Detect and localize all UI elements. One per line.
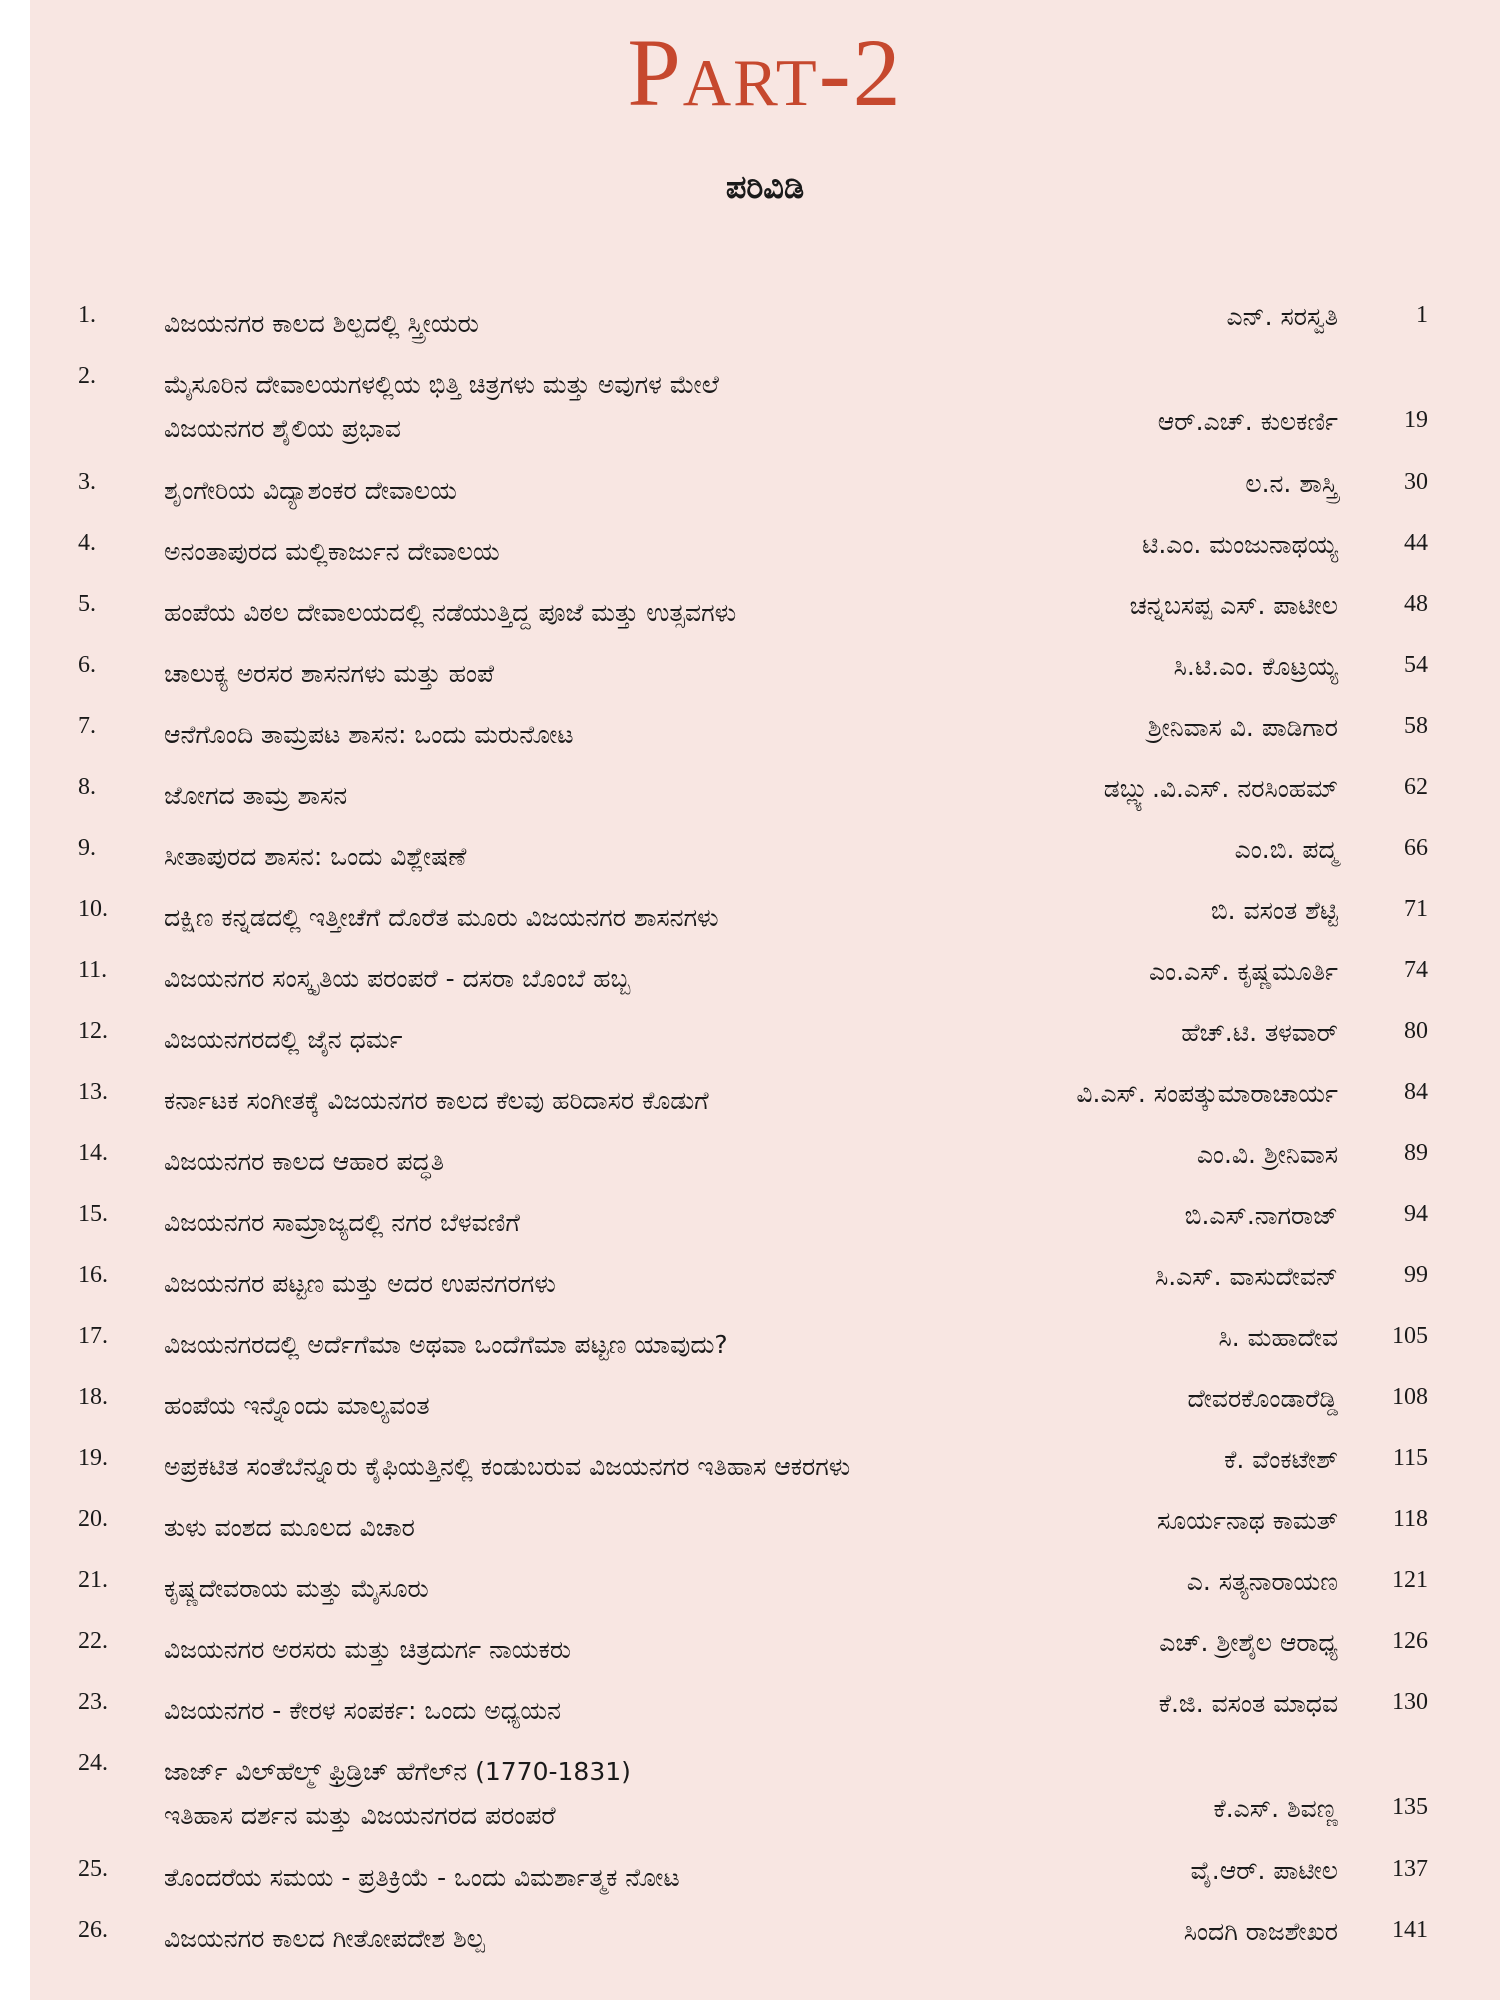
entry-title-line: ಹಂಪೆಯ ಇನ್ನೊಂದು ಮಾಲ್ಯವಂತ [164, 1391, 430, 1420]
table-of-contents [78, 290, 1428, 1966]
entry-page-number: 19 [1404, 407, 1428, 433]
entry-title [164, 896, 1044, 940]
entry-title-line: ವಿಜಯನಗರ ಸಾಮ್ರಾಜ್ಯದಲ್ಲಿ ನಗರ ಬೆಳವಣಿಗೆ [164, 1208, 520, 1237]
entry-title [164, 1201, 1044, 1245]
toc-entry [78, 1189, 1428, 1250]
entry-title-line: ಶೃಂಗೇರಿಯ ವಿದ್ಯಾಶಂಕರ ದೇವಾಲಯ [164, 476, 457, 505]
entry-page-number: 130 [1392, 1689, 1428, 1715]
entry-number: 10. [78, 896, 108, 922]
part-title: Part-2 [627, 19, 903, 126]
toc-entry [78, 351, 1428, 457]
entry-title [164, 530, 1044, 574]
entry-number: 6. [78, 652, 96, 678]
entry-number: 20. [78, 1506, 108, 1532]
entry-author: ಕೆ.ಎಸ್. ಶಿವಣ್ಣ [1213, 1794, 1338, 1823]
toc-entry [78, 1128, 1428, 1189]
entry-title-line: ಇತಿಹಾಸ ದರ್ಶನ ಮತ್ತು ವಿಜಯನಗರದ ಪರಂಪರೆ [164, 1801, 556, 1830]
entry-page-number: 121 [1392, 1567, 1428, 1593]
toc-entry [78, 579, 1428, 640]
entry-title-line: ವಿಜಯನಗರ - ಕೇರಳ ಸಂಪರ್ಕ: ಒಂದು ಅಧ್ಯಯನ [164, 1696, 562, 1725]
entry-title-line: ಚಾಲುಕ್ಯ ಅರಸರ ಶಾಸನಗಳು ಮತ್ತು ಹಂಪೆ [164, 659, 495, 688]
entry-author: ಬಿ. ವಸಂತ ಶೆಟ್ಟಿ [1210, 896, 1338, 925]
entry-author: ಎಂ.ವಿ. ಶ್ರೀನಿವಾಸ [1196, 1140, 1338, 1169]
entry-title [164, 363, 1044, 451]
entry-title-line: ವಿಜಯನಗರದಲ್ಲಿ ಜೈನ ಧರ್ಮ [164, 1025, 403, 1054]
entry-title [164, 1079, 1044, 1123]
entry-title-line: ವಿಜಯನಗರದಲ್ಲಿ ಅರ್ದೆಗೆಮಾ ಅಥವಾ ಒಂದೆಗೆಮಾ ಪಟ್ಟಣ ಯಾವುದು? [164, 1330, 728, 1359]
toc-entry [78, 1006, 1428, 1067]
toc-entry [78, 518, 1428, 579]
toc-entry [78, 290, 1428, 351]
entry-page-number: 48 [1404, 591, 1428, 617]
entry-page-number: 105 [1392, 1323, 1428, 1349]
entry-page-number: 74 [1404, 957, 1428, 983]
entry-title [164, 1689, 1044, 1733]
entry-author: ಸಿಂದಗಿ ರಾಜಶೇಖರ [1183, 1917, 1338, 1946]
entry-title [164, 774, 1044, 818]
entry-number: 17. [78, 1323, 108, 1349]
entry-title-line: ಅನಂತಾಪುರದ ಮಲ್ಲಿಕಾರ್ಜುನ ದೇವಾಲಯ [164, 537, 500, 566]
toc-entry [78, 701, 1428, 762]
entry-title-line: ವಿಜಯನಗರ ಕಾಲದ ಆಹಾರ ಪದ್ಧತಿ [164, 1147, 444, 1176]
entry-title [164, 713, 1044, 757]
entry-number: 26. [78, 1917, 108, 1943]
entry-author: ಆರ್.ಎಚ್. ಕುಲಕರ್ಣಿ [1157, 407, 1338, 436]
toc-entry [78, 762, 1428, 823]
entry-number: 24. [78, 1750, 108, 1776]
entry-title [164, 1262, 1044, 1306]
entry-author: ವೈ.ಆರ್. ಪಾಟೀಲ [1190, 1856, 1338, 1885]
entry-number: 2. [78, 363, 96, 389]
entry-author: ಎಂ.ಬಿ. ಪದ್ಮ [1234, 835, 1338, 864]
entry-author: ವಿ.ಎಸ್. ಸಂಪತ್ಕುಮಾರಾಚಾರ್ಯ [1076, 1079, 1338, 1108]
entry-page-number: 118 [1392, 1506, 1428, 1532]
entry-title-line: ದಕ್ಷಿಣ ಕನ್ನಡದಲ್ಲಿ ಇತ್ತೀಚೆಗೆ ದೊರೆತ ಮೂರು ವಿಜಯನಗರ ಶಾಸನಗಳು [164, 903, 719, 932]
entry-title-line: ವಿಜಯನಗರ ಪಟ್ಟಣ ಮತ್ತು ಅದರ ಉಪನಗರಗಳು [164, 1269, 556, 1298]
entry-author: ಎ. ಸತ್ಯನಾರಾಯಣ [1186, 1567, 1338, 1596]
entry-author: ಡಬ್ಲ್ಯು.ವಿ.ಎಸ್. ನರಸಿಂಹಮ್ [1103, 774, 1338, 803]
entry-title-line: ಜೋಗದ ತಾಮ್ರ ಶಾಸನ [164, 781, 348, 810]
toc-entry [78, 1844, 1428, 1905]
entry-title [164, 1917, 1044, 1961]
entry-title-line: ಕೃಷ್ಣದೇವರಾಯ ಮತ್ತು ಮೈಸೂರು [164, 1574, 429, 1603]
entry-number: 16. [78, 1262, 108, 1288]
entry-page-number: 84 [1404, 1079, 1428, 1105]
entry-page-number: 126 [1392, 1628, 1428, 1654]
entry-author: ಸಿ. ಮಹಾದೇವ [1218, 1323, 1338, 1352]
toc-entry [78, 1311, 1428, 1372]
toc-entry [78, 1067, 1428, 1128]
toc-entry [78, 457, 1428, 518]
entry-title [164, 1323, 1044, 1367]
entry-page-number: 137 [1392, 1856, 1428, 1882]
entry-page-number: 58 [1404, 713, 1428, 739]
toc-entry [78, 640, 1428, 701]
entry-page-number: 54 [1404, 652, 1428, 678]
page-margin [0, 0, 30, 2000]
entry-title [164, 1445, 1044, 1489]
entry-title-line: ವಿಜಯನಗರ ಸಂಸ್ಕೃತಿಯ ಪರಂಪರೆ - ದಸರಾ ಬೊಂಬೆ ಹಬ್ಬ [164, 964, 631, 993]
entry-author: ಟಿ.ಎಂ. ಮಂಜುನಾಥಯ್ಯ [1142, 530, 1338, 559]
entry-title [164, 1384, 1044, 1428]
entry-page-number: 44 [1404, 530, 1428, 556]
entry-title [164, 957, 1044, 1001]
entry-title-line: ವಿಜಯನಗರ ಕಾಲದ ಶಿಲ್ಪದಲ್ಲಿ ಸ್ತ್ರೀಯರು [164, 309, 479, 338]
entry-number: 19. [78, 1445, 108, 1471]
entry-page-number: 108 [1392, 1384, 1428, 1410]
entry-number: 7. [78, 713, 96, 739]
entry-number: 21. [78, 1567, 108, 1593]
entry-title [164, 469, 1044, 513]
entry-number: 13. [78, 1079, 108, 1105]
entry-title [164, 1018, 1044, 1062]
entry-number: 3. [78, 469, 96, 495]
entry-number: 9. [78, 835, 96, 861]
entry-number: 4. [78, 530, 96, 556]
entry-author: ಸಿ.ಎಸ್. ವಾಸುದೇವನ್ [1154, 1262, 1338, 1291]
entry-author: ಚನ್ನಬಸಪ್ಪ ಎಸ್. ಪಾಟೀಲ [1129, 591, 1338, 620]
entry-number: 8. [78, 774, 96, 800]
entry-title-line: ಅಪ್ರಕಟಿತ ಸಂತೆಬೆನ್ನೂರು ಕೈಫಿಯತ್ತಿನಲ್ಲಿ ಕಂಡುಬರುವ ವಿಜಯನಗರ ಇತಿಹಾಸ ಆಕರಗಳು [164, 1452, 851, 1481]
toc-entry [78, 823, 1428, 884]
entry-page-number: 30 [1404, 469, 1428, 495]
entry-author: ಬಿ.ಎಸ್.ನಾಗರಾಜ್ [1184, 1201, 1338, 1230]
entry-page-number: 1 [1416, 302, 1428, 328]
entry-page-number: 89 [1404, 1140, 1428, 1166]
toc-entry [78, 1677, 1428, 1738]
entry-page-number: 99 [1404, 1262, 1428, 1288]
entry-author: ಎಂ.ಎಸ್. ಕೃಷ್ಣಮೂರ್ತಿ [1148, 957, 1338, 986]
entry-number: 22. [78, 1628, 108, 1654]
toc-entry [78, 1494, 1428, 1555]
entry-title-line: ವಿಜಯನಗರ ಶೈಲಿಯ ಪ್ರಭಾವ [164, 414, 401, 443]
entry-page-number: 94 [1404, 1201, 1428, 1227]
entry-author: ದೇವರಕೊಂಡಾರೆಡ್ಡಿ [1187, 1384, 1338, 1413]
entry-page-number: 80 [1404, 1018, 1428, 1044]
entry-title-line: ಆನೆಗೊಂದಿ ತಾಮ್ರಪಟ ಶಾಸನ: ಒಂದು ಮರುನೋಟ [164, 720, 574, 749]
entry-title-line: ಕರ್ನಾಟಕ ಸಂಗೀತಕ್ಕೆ ವಿಜಯನಗರ ಕಾಲದ ಕೆಲವು ಹರಿದಾಸರ ಕೊಡುಗೆ [164, 1086, 709, 1115]
entry-title-line: ಜಾರ್ಜ್ ವಿಲ್‌ಹೆಲ್ಮ್ ಫ್ರಿಡ್ರಿಚ್ ಹೆಗೆಲ್‌ನ (1770-1831) [164, 1757, 631, 1786]
toc-entry [78, 1738, 1428, 1844]
entry-author: ಎಚ್. ಶ್ರೀಶೈಲ ಆರಾಧ್ಯ [1159, 1628, 1338, 1657]
toc-entry [78, 1433, 1428, 1494]
entry-title-line: ಸೀತಾಪುರದ ಶಾಸನ: ಒಂದು ವಿಶ್ಲೇಷಣೆ [164, 842, 467, 871]
entry-author: ಲ.ನ. ಶಾಸ್ತ್ರಿ [1245, 469, 1338, 498]
entry-number: 12. [78, 1018, 108, 1044]
entry-title [164, 1750, 1044, 1838]
entry-number: 1. [78, 302, 96, 328]
entry-title [164, 1856, 1044, 1900]
entry-page-number: 115 [1392, 1445, 1428, 1471]
entry-number: 14. [78, 1140, 108, 1166]
entry-title [164, 302, 1044, 346]
entry-number: 18. [78, 1384, 108, 1410]
entry-title-line: ವಿಜಯನಗರ ಅರಸರು ಮತ್ತು ಚಿತ್ರದುರ್ಗ ನಾಯಕರು [164, 1635, 571, 1664]
toc-entry [78, 1616, 1428, 1677]
entry-page-number: 71 [1404, 896, 1428, 922]
entry-page-number: 62 [1404, 774, 1428, 800]
entry-title-line: ಹಂಪೆಯ ವಿಠಲ ದೇವಾಲಯದಲ್ಲಿ ನಡೆಯುತ್ತಿದ್ದ ಪೂಜೆ ಮತ್ತು ಉತ್ಸವಗಳು [164, 598, 737, 627]
toc-entry [78, 1250, 1428, 1311]
entry-author: ಕೆ. ವೆಂಕಟೇಶ್ [1224, 1445, 1338, 1474]
toc-entry [78, 945, 1428, 1006]
entry-author: ಎನ್. ಸರಸ್ವತಿ [1226, 302, 1338, 331]
entry-author: ಸೂರ್ಯನಾಥ ಕಾಮತ್ [1157, 1506, 1338, 1535]
entry-number: 15. [78, 1201, 108, 1227]
entry-title [164, 652, 1044, 696]
toc-entry [78, 1555, 1428, 1616]
toc-entry [78, 1905, 1428, 1966]
entry-title [164, 1567, 1044, 1611]
entry-page-number: 66 [1404, 835, 1428, 861]
entry-title-line: ವಿಜಯನಗರ ಕಾಲದ ಗೀತೋಪದೇಶ ಶಿಲ್ಪ [164, 1924, 485, 1953]
entry-title-line: ತೊಂದರೆಯ ಸಮಯ - ಪ್ರತಿಕ್ರಿಯೆ - ಒಂದು ವಿಮರ್ಶಾತ್ಮಕ ನೋಟ [164, 1863, 680, 1892]
contents-heading: ಪರಿವಿಡಿ [725, 168, 805, 206]
entry-title [164, 1628, 1044, 1672]
entry-number: 23. [78, 1689, 108, 1715]
entry-title [164, 1140, 1044, 1184]
toc-entry [78, 884, 1428, 945]
entry-title-line: ತುಳು ವಂಶದ ಮೂಲದ ವಿಚಾರ [164, 1513, 415, 1542]
entry-page-number: 141 [1392, 1917, 1428, 1943]
entry-number: 25. [78, 1856, 108, 1882]
entry-title [164, 591, 1044, 635]
entry-number: 11. [78, 957, 108, 983]
entry-author: ಕೆ.ಜಿ. ವಸಂತ ಮಾಧವ [1158, 1689, 1338, 1718]
entry-author: ಶ್ರೀನಿವಾಸ ವಿ. ಪಾಡಿಗಾರ [1147, 713, 1338, 742]
toc-entry [78, 1372, 1428, 1433]
entry-page-number: 135 [1392, 1794, 1428, 1820]
entry-title-line: ಮೈಸೂರಿನ ದೇವಾಲಯಗಳಲ್ಲಿಯ ಭಿತ್ತಿ ಚಿತ್ರಗಳು ಮತ್ತು ಅವುಗಳ ಮೇಲೆ [164, 370, 719, 399]
entry-title [164, 1506, 1044, 1550]
entry-author: ಸಿ.ಟಿ.ಎಂ. ಕೊಟ್ರಯ್ಯ [1173, 652, 1338, 681]
entry-number: 5. [78, 591, 96, 617]
entry-author: ಹೆಚ್.ಟಿ. ತಳವಾರ್ [1181, 1018, 1338, 1047]
entry-title [164, 835, 1044, 879]
